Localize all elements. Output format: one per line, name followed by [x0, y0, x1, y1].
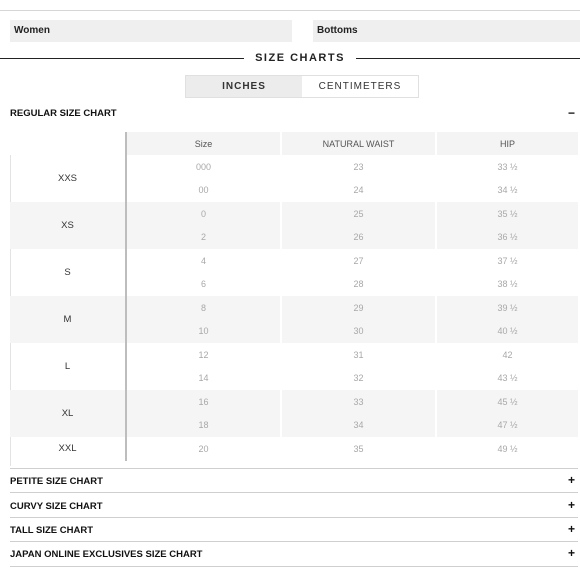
- size-cell: 14: [126, 367, 281, 391]
- table-row: [10, 249, 578, 273]
- natural-waist-cell: 32: [281, 367, 436, 391]
- natural-waist-cell: 31: [281, 343, 436, 367]
- size-category-cell: XL: [10, 390, 126, 437]
- table-row: [10, 437, 578, 461]
- centimeters-tab[interactable]: CENTIMETERS: [318, 81, 402, 92]
- table-row: [10, 202, 578, 226]
- natural-waist-cell: 23: [281, 155, 436, 179]
- category-dropdown[interactable]: [10, 20, 292, 42]
- natural-waist-cell: 30: [281, 320, 436, 344]
- tall-size-chart-header[interactable]: [10, 522, 575, 536]
- collapse-icon[interactable]: −: [567, 106, 575, 120]
- size-cell: 2: [126, 226, 281, 250]
- size-cell: 20: [126, 437, 281, 461]
- table-row: [10, 155, 578, 179]
- expand-icon[interactable]: +: [567, 498, 575, 512]
- natural-waist-cell: 27: [281, 249, 436, 273]
- size-cell: 18: [126, 414, 281, 438]
- curvy-size-chart-title: CURVY SIZE CHART: [10, 501, 103, 512]
- accordion-divider: [10, 468, 578, 469]
- table-header-row: [10, 132, 578, 155]
- subcategory-dropdown[interactable]: [313, 20, 580, 42]
- size-cell: 12: [126, 343, 281, 367]
- hip-cell: 37 ½: [497, 255, 518, 266]
- natural-waist-cell: 35: [281, 437, 436, 461]
- size-cell: 0: [126, 202, 281, 226]
- hip-cell: 45 ½: [436, 390, 578, 414]
- accordion-divider: [10, 492, 578, 493]
- accordion-divider: [10, 566, 578, 567]
- table-row: [10, 390, 578, 414]
- size-cell: 6: [126, 273, 281, 297]
- inches-tab[interactable]: INCHES: [186, 76, 302, 97]
- regular-size-chart-title: REGULAR SIZE CHART: [10, 108, 117, 119]
- size-charts-title: SIZE CHARTS: [255, 52, 345, 64]
- natural-waist-cell: 29: [281, 296, 436, 320]
- top-divider: [0, 10, 580, 11]
- size-category-cell: XXS: [10, 155, 126, 202]
- header-cell-blank: [10, 132, 126, 155]
- accordion-divider: [10, 517, 578, 518]
- hip-cell: 39 ½: [436, 296, 578, 320]
- petite-size-chart-header[interactable]: [10, 473, 575, 487]
- table-row: [10, 343, 578, 367]
- japan-online-exclusives-size-chart-header[interactable]: [10, 546, 575, 560]
- subcategory-dropdown-value: Bottoms: [317, 25, 358, 36]
- size-charts-rule-left: [0, 58, 244, 59]
- accordion-divider: [10, 541, 578, 542]
- hip-cell: 33 ½: [497, 161, 518, 172]
- japan-online-exclusives-size-chart-title: JAPAN ONLINE EXCLUSIVES SIZE CHART: [10, 549, 203, 560]
- size-cell: 4: [126, 249, 281, 273]
- size-cell: 000: [126, 155, 281, 179]
- size-category-cell: L: [10, 343, 126, 390]
- table-row: [10, 296, 578, 320]
- size-charts-rule-right: [356, 58, 580, 59]
- petite-size-chart-title: PETITE SIZE CHART: [10, 476, 103, 487]
- hip-cell: 42: [502, 349, 513, 360]
- size-cell: 10: [126, 320, 281, 344]
- natural-waist-cell: 26: [281, 226, 436, 250]
- size-category-cell: M: [10, 296, 126, 343]
- unit-toggle: [185, 75, 419, 98]
- hip-cell: 36 ½: [436, 226, 578, 250]
- tall-size-chart-title: TALL SIZE CHART: [10, 525, 94, 536]
- natural-waist-cell: 33: [281, 390, 436, 414]
- size-category-cell: S: [10, 249, 126, 296]
- header-cell-size: Size: [126, 132, 281, 155]
- hip-cell: 38 ½: [497, 279, 518, 290]
- natural-waist-cell: 34: [281, 414, 436, 438]
- hip-cell: 43 ½: [497, 373, 518, 384]
- natural-waist-cell: 28: [281, 273, 436, 297]
- hip-cell: 34 ½: [497, 185, 518, 196]
- expand-icon[interactable]: +: [567, 473, 575, 487]
- hip-cell: 40 ½: [436, 320, 578, 344]
- size-cell: 00: [126, 179, 281, 203]
- header-cell-hip: HIP: [436, 132, 578, 155]
- size-cell: 16: [126, 390, 281, 414]
- category-dropdown-value: Women: [14, 25, 50, 36]
- curvy-size-chart-header[interactable]: [10, 498, 575, 512]
- expand-icon[interactable]: +: [567, 546, 575, 560]
- regular-size-table: [10, 132, 578, 461]
- size-category-cell: XXL: [10, 437, 126, 461]
- expand-icon[interactable]: +: [567, 522, 575, 536]
- size-category-cell: XS: [10, 202, 126, 249]
- natural-waist-cell: 24: [281, 179, 436, 203]
- natural-waist-cell: 25: [281, 202, 436, 226]
- regular-size-chart-header[interactable]: [10, 108, 575, 119]
- hip-cell: 49 ½: [497, 443, 518, 454]
- header-cell-natural-waist: NATURAL WAIST: [281, 132, 436, 155]
- hip-cell: 47 ½: [436, 414, 578, 438]
- size-cell: 8: [126, 296, 281, 320]
- hip-cell: 35 ½: [436, 202, 578, 226]
